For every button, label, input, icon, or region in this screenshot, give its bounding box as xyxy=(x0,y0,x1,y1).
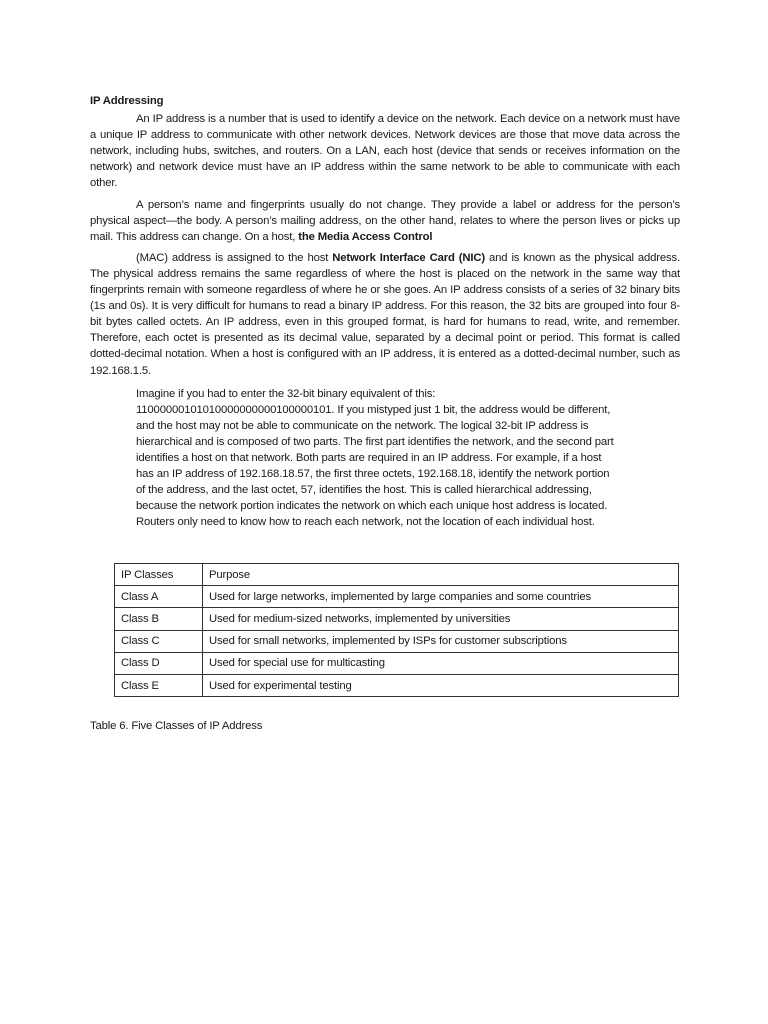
paragraph-3 xyxy=(90,250,680,379)
paragraph-3-post: and is known as the physical address. The physical address remains the same regardless of where the host is placed on the network in the same way that fingerprints remain with someone regardless of where he or she goes. An IP address consists of a series of 32 binary bits (1s and 0s). It is very difficult for humans to read a binary IP address. For this reason, the 32 bits are grouped into four 8-bit bytes called octets. An IP address, even in this grouped format, is hard for humans to read, write, and remember. Therefore, each octet is presented as its decimal value, separated by a decimal point or period. This format is called dotted-decimal notation. When a host is configured with an IP address, it is entered as a dotted-decimal number, such as 192.168.1.5. xyxy=(90,251,680,377)
paragraph-3-pre: (MAC) address is assigned to the host xyxy=(136,251,333,264)
paragraph-2-text: A person’s name and fingerprints usually do not change. They provide a label or address for the person’s physical aspect—the body. A person’s mailing address, on the other hand, relates to where the person lives or picks up mail. This address can change. On a host, xyxy=(90,198,680,243)
table-row xyxy=(115,674,679,696)
table-header-cell: IP Classes xyxy=(115,564,203,586)
indented-line: of the address, and the last octet, 57, identifies the host. This is called hierarchical addressing, xyxy=(136,484,592,497)
section-heading: IP Addressing xyxy=(90,95,164,107)
indented-line: has an IP address of 192.168.18.57, the first three octets, 192.168.18, identify the network portion xyxy=(136,468,610,481)
indented-line: Imagine if you had to enter the 32-bit binary equivalent of this: xyxy=(136,387,436,400)
table-cell-purpose: Used for small networks, implemented by ISPs for customer subscriptions xyxy=(203,630,679,652)
indented-line: because the network portion indicates the network on which each unique host address is located. xyxy=(136,500,608,513)
table-cell-class: Class C xyxy=(115,630,203,652)
table-cell-purpose: Used for experimental testing xyxy=(203,674,679,696)
table-cell-class: Class E xyxy=(115,674,203,696)
indented-line: Routers only need to know how to reach each network, not the location of each individual host. xyxy=(136,516,595,529)
indented-line: and the host may not be able to communicate on the network. The logical 32-bit IP address is xyxy=(136,419,589,432)
table-row xyxy=(115,608,679,630)
indented-line: hierarchical and is composed of two parts. The first part identifies the network, and the second part xyxy=(136,435,614,448)
paragraph-2-bold: the Media Access Control xyxy=(298,230,433,243)
table-cell-purpose: Used for large networks, implemented by large companies and some countries xyxy=(203,586,679,608)
table-cell-class: Class A xyxy=(115,586,203,608)
paragraph-2 xyxy=(90,197,680,245)
indented-line: identifies a host on that network. Both parts are required in an IP address. For example, if a host xyxy=(136,451,602,464)
table-header-cell: Purpose xyxy=(203,564,679,586)
table-cell-purpose: Used for medium-sized networks, implemented by universities xyxy=(203,608,679,630)
table-row xyxy=(115,630,679,652)
ip-classes-table xyxy=(114,563,679,697)
table-header-row xyxy=(115,564,679,586)
indented-block xyxy=(136,386,636,531)
indented-line: 11000000101010000000000100000101. If you mistyped just 1 bit, the address would be different, xyxy=(136,403,611,416)
table-cell-purpose: Used for special use for multicasting xyxy=(203,652,679,674)
table-row xyxy=(115,652,679,674)
table-cell-class: Class B xyxy=(115,608,203,630)
paragraph-1: An IP address is a number that is used to identify a device on the network. Each device on a network must have a unique IP address to communicate with other network devices. Network devices are those that move data across the network, including hubs, switches, and routers. On a LAN, each host (device that sends or receives information on the network) and network device must have an IP address within the same network to be able to communicate with each other. xyxy=(90,113,680,190)
table-caption: Table 6. Five Classes of IP Address xyxy=(90,720,263,732)
paragraph-3-bold: Network Interface Card (NIC) xyxy=(332,251,485,264)
table-cell-class: Class D xyxy=(115,652,203,674)
document-body xyxy=(90,93,680,530)
table-row xyxy=(115,586,679,608)
